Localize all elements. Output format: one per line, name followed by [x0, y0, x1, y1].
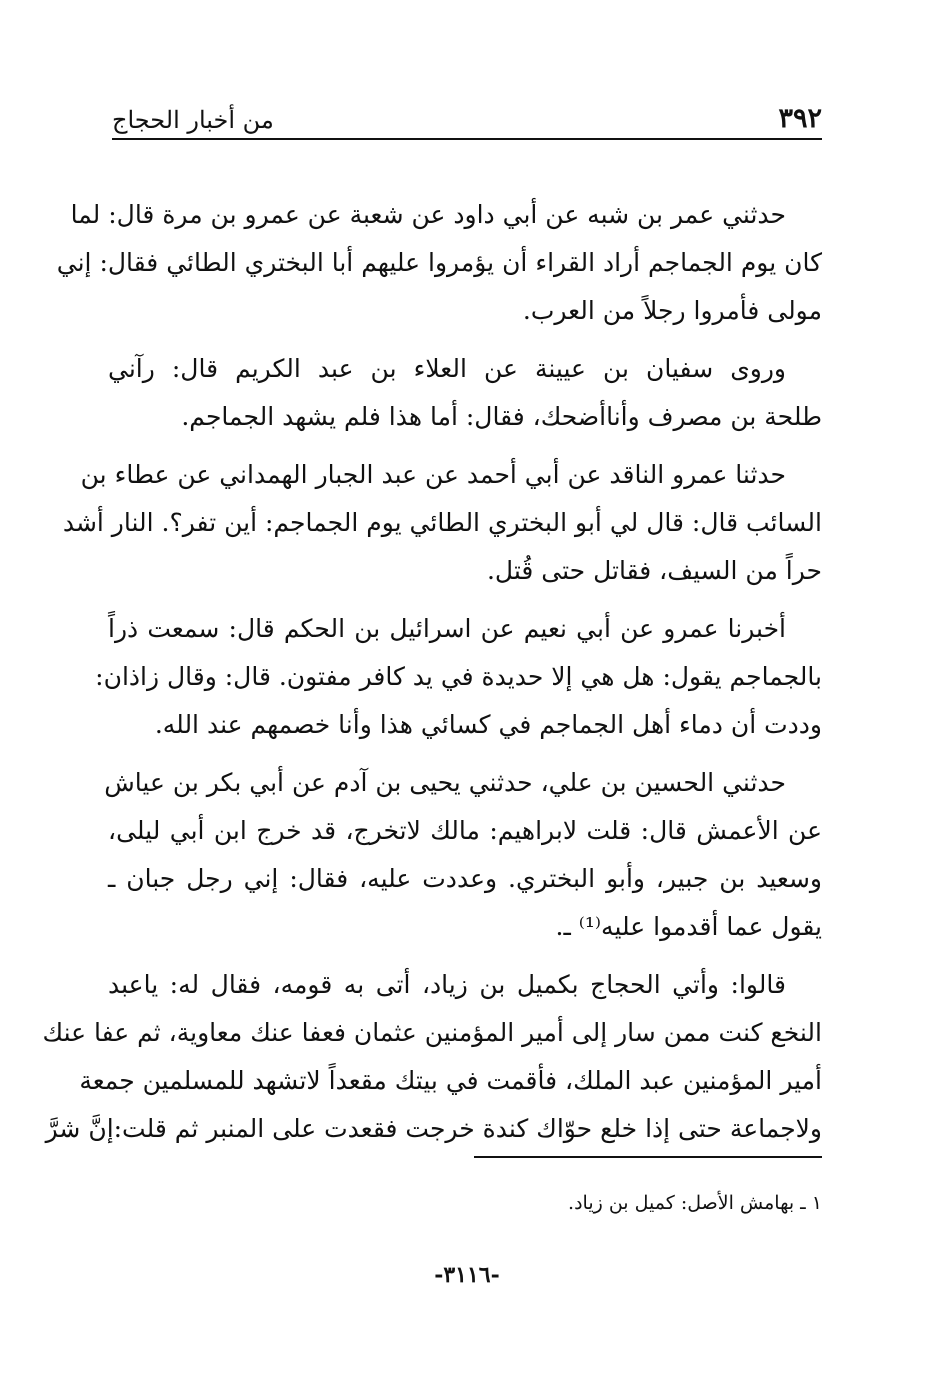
- footnote: ١ ـ بهامش الأصل: كميل بن زياد.: [568, 1192, 822, 1214]
- text-line: حدثني عمر بن شبه عن أبي داود عن شعبة عن عمرو بن مرة قال: لما: [70, 200, 786, 229]
- text-line: قالوا: وأتي الحجاج بكميل بن زياد، أتى به قومه، فقال له: ياعبد: [108, 970, 786, 999]
- text-line: بالجماجم يقول: هل هي إلا حديدة في يد كافر مفتون. قال: وقال زاذان:: [95, 662, 822, 691]
- page-number: ٣٩٢: [778, 103, 822, 134]
- bottom-page-number: -٣١١٦-: [434, 1262, 500, 1288]
- text-line: أمير المؤمنين عبد الملك، فأقمت في بيتك مقعداً لاتشهد للمسلمين جمعة: [79, 1066, 822, 1095]
- paragraph: [95, 609, 822, 753]
- text-line: وسعيد بن جبير، وأبو البختري. وعددت عليه، فقال: إني رجل جبان ـ: [108, 864, 822, 893]
- page-header: [112, 92, 822, 132]
- text-line: السائب قال: قال لي أبو البختري الطائي يوم الجماجم: أين تفر؟. النار أشد: [62, 508, 822, 537]
- text-line: حراً من السيف، فقاتل حتى قُتل.: [486, 556, 822, 585]
- text-line: وددت أن دماء أهل الجماجم في كسائي هذا وأنا خصمهم عند الله.: [154, 710, 822, 739]
- paragraph: [62, 455, 822, 599]
- text-line: عن الأعمش قال: قلت لابراهيم: مالك لاتخرج، قد خرج ابن أبي ليلى،: [108, 816, 822, 845]
- text-line: كان يوم الجماجم أراد القراء أن يؤمروا عليهم أبا البختري الطائي فقال: إني: [56, 248, 822, 277]
- paragraph: [42, 965, 822, 1157]
- text-line: حدثنا عمرو الناقد عن أبي أحمد عن عبد الجبار الهمداني عن عطاء بن: [80, 460, 786, 489]
- running-title: من أخبار الحجاج: [112, 106, 274, 134]
- paragraph: [56, 195, 822, 339]
- body-text: [42, 195, 822, 1167]
- text-line: وروى سفيان بن عيينة عن العلاء بن عبد الكريم قال: رآني: [108, 354, 786, 383]
- text-line: يقول عما أقدموا عليه⁽¹⁾ ـ.: [555, 912, 822, 941]
- footnote-rule: [474, 1156, 822, 1158]
- text-line: حدثني الحسين بن علي، حدثني يحيى بن آدم عن أبي بكر بن عياش: [104, 768, 786, 797]
- text-line: مولى فأمروا رجلاً من العرب.: [522, 296, 822, 325]
- text-line: طلحة بن مصرف وأناأضحك، فقال: أما هذا فلم يشهد الجماجم.: [181, 402, 822, 431]
- text-line: أخبرنا عمرو عن أبي نعيم عن اسرائيل بن الحكم قال: سمعت ذراً: [108, 614, 786, 643]
- text-line: ولاجماعة حتى إذا خلع حوّاك كندة خرجت فقعدت على المنبر ثم قلت:إنَّ شرَّ: [45, 1114, 822, 1143]
- text-line: النخع كنت ممن سار إلى أمير المؤمنين عثمان فعفا عنك معاوية، ثم عفا عنك: [42, 1018, 822, 1047]
- paragraph: [104, 763, 822, 955]
- header-rule: [112, 138, 822, 140]
- paragraph: [108, 349, 822, 445]
